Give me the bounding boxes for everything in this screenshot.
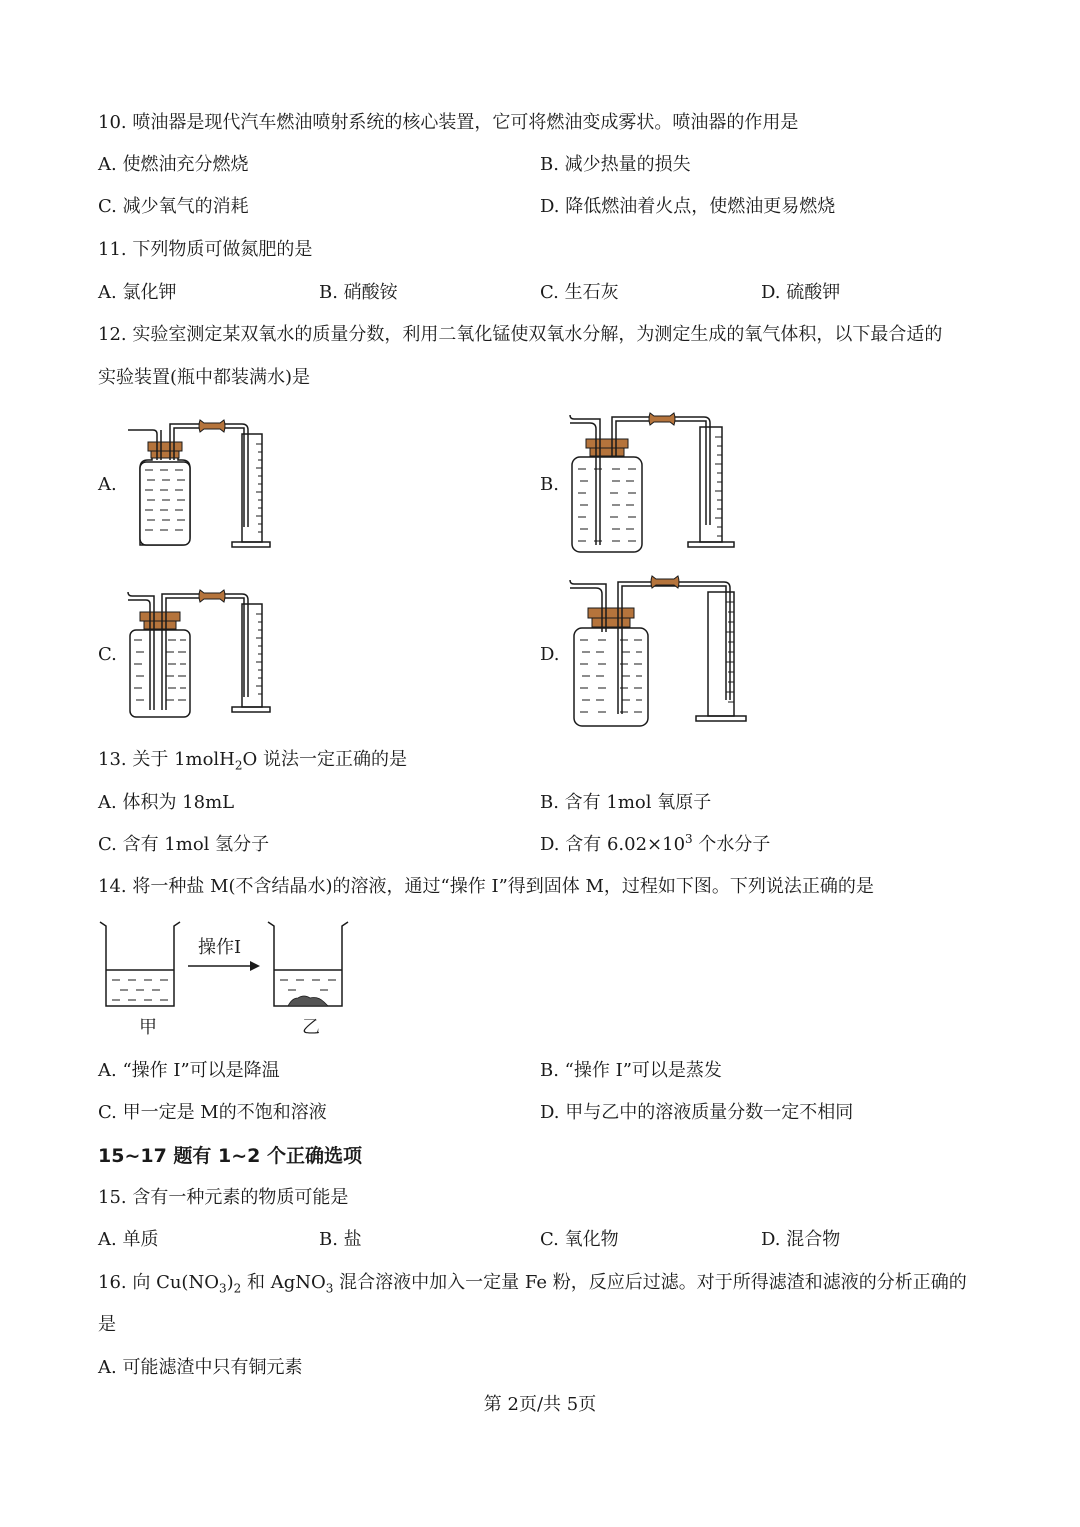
q15-option-b: B. 盐 xyxy=(319,1229,362,1250)
q11-option-b: B. 硝酸铵 xyxy=(319,282,398,303)
apparatus-c-figure xyxy=(120,582,300,722)
q15-option-a: A. 单质 xyxy=(98,1229,159,1250)
q16-stem-sub1: 3 xyxy=(218,1281,227,1296)
apparatus-b-figure xyxy=(562,405,742,555)
q15-stem: 15. 含有一种元素的物质可能是 xyxy=(98,1187,349,1208)
q13-option-d-sup: 3 xyxy=(685,832,693,846)
q16-stem-line2: 是 xyxy=(98,1314,116,1335)
q14-option-a: A. “操作 I”可以是降温 xyxy=(98,1060,280,1081)
apparatus-a-figure xyxy=(120,412,300,552)
q12-label-c: C. xyxy=(98,644,117,665)
q10-option-a: A. 使燃油充分燃烧 xyxy=(98,154,249,175)
q16-stem xyxy=(98,1271,967,1295)
q10-option-c: C. 减少氧气的消耗 xyxy=(98,196,249,217)
page-footer: 第 2页/共 5页 xyxy=(483,1394,597,1415)
q13-option-d xyxy=(540,833,770,857)
q13-stem xyxy=(98,748,407,772)
q10-stem: 10. 喷油器是现代汽车燃油喷射系统的核心装置，它可将燃油变成雾状。喷油器的作用是 xyxy=(98,112,799,133)
q14-arrow-label: 操作I xyxy=(198,937,242,958)
q13-option-d-suffix: 个水分子 xyxy=(692,834,771,855)
q15-option-d: D. 混合物 xyxy=(761,1229,841,1250)
q14-option-c: C. 甲一定是 M的不饱和溶液 xyxy=(98,1102,327,1123)
q11-option-c: C. 生石灰 xyxy=(540,282,619,303)
q13-stem-prefix: 13. 关于 1molH xyxy=(98,749,235,770)
q14-stem: 14. 将一种盐 M(不含结晶水)的溶液，通过“操作 I”得到固体 M，过程如下图。下列说法正确的是 xyxy=(98,876,874,897)
q16-stem-sub2: 2 xyxy=(233,1281,242,1296)
q13-option-d-prefix: D. 含有 6.02×10 xyxy=(540,834,686,855)
apparatus-d-figure xyxy=(562,570,762,730)
q13-stem-sub: 2 xyxy=(234,758,243,773)
q13-option-c: C. 含有 1mol 氢分子 xyxy=(98,834,270,855)
q14-option-d: D. 甲与乙中的溶液质量分数一定不相同 xyxy=(540,1102,854,1123)
q16-stem-p4: 混合溶液中加入一定量 Fe 粉，反应后过滤。对于所得滤渣和滤液的分析正确的 xyxy=(333,1272,967,1293)
q14-left-label: 甲 xyxy=(139,1017,157,1038)
section-heading: 15~17 题有 1~2 个正确选项 xyxy=(98,1145,363,1167)
q13-option-a: A. 体积为 18mL xyxy=(98,792,235,813)
q12-label-a: A. xyxy=(98,474,117,495)
q11-option-d: D. 硫酸钾 xyxy=(761,282,841,303)
q16-option-a: A. 可能滤渣中只有铜元素 xyxy=(98,1357,303,1378)
q14-right-label: 乙 xyxy=(302,1017,320,1038)
q12-label-d: D. xyxy=(540,644,560,665)
q13-stem-suffix: O 说法一定正确的是 xyxy=(242,749,408,770)
q16-stem-p1: 16. 向 Cu(NO xyxy=(98,1272,219,1293)
q10-option-d: D. 降低燃油着火点，使燃油更易燃烧 xyxy=(540,196,836,217)
beaker-figure xyxy=(98,918,358,1013)
q13-option-b: B. 含有 1mol 氧原子 xyxy=(540,792,712,813)
q12-label-b: B. xyxy=(540,474,559,495)
q11-stem: 11. 下列物质可做氮肥的是 xyxy=(98,239,313,260)
q12-stem-line2: 实验装置(瓶中都装满水)是 xyxy=(98,367,311,388)
q16-stem-sub3: 3 xyxy=(325,1281,334,1296)
q14-option-b: B. “操作 I”可以是蒸发 xyxy=(540,1060,722,1081)
q11-option-a: A. 氯化钾 xyxy=(98,282,177,303)
q16-stem-p3: 和 AgNO xyxy=(241,1272,326,1293)
q15-option-c: C. 氧化物 xyxy=(540,1229,619,1250)
q10-option-b: B. 减少热量的损失 xyxy=(540,154,691,175)
q12-stem-line1: 12. 实验室测定某双氧水的质量分数，利用二氧化锰使双氧水分解，为测定生成的氧气体积，以下最合适的 xyxy=(98,324,943,345)
q16-stem-p2: ) xyxy=(226,1272,234,1293)
